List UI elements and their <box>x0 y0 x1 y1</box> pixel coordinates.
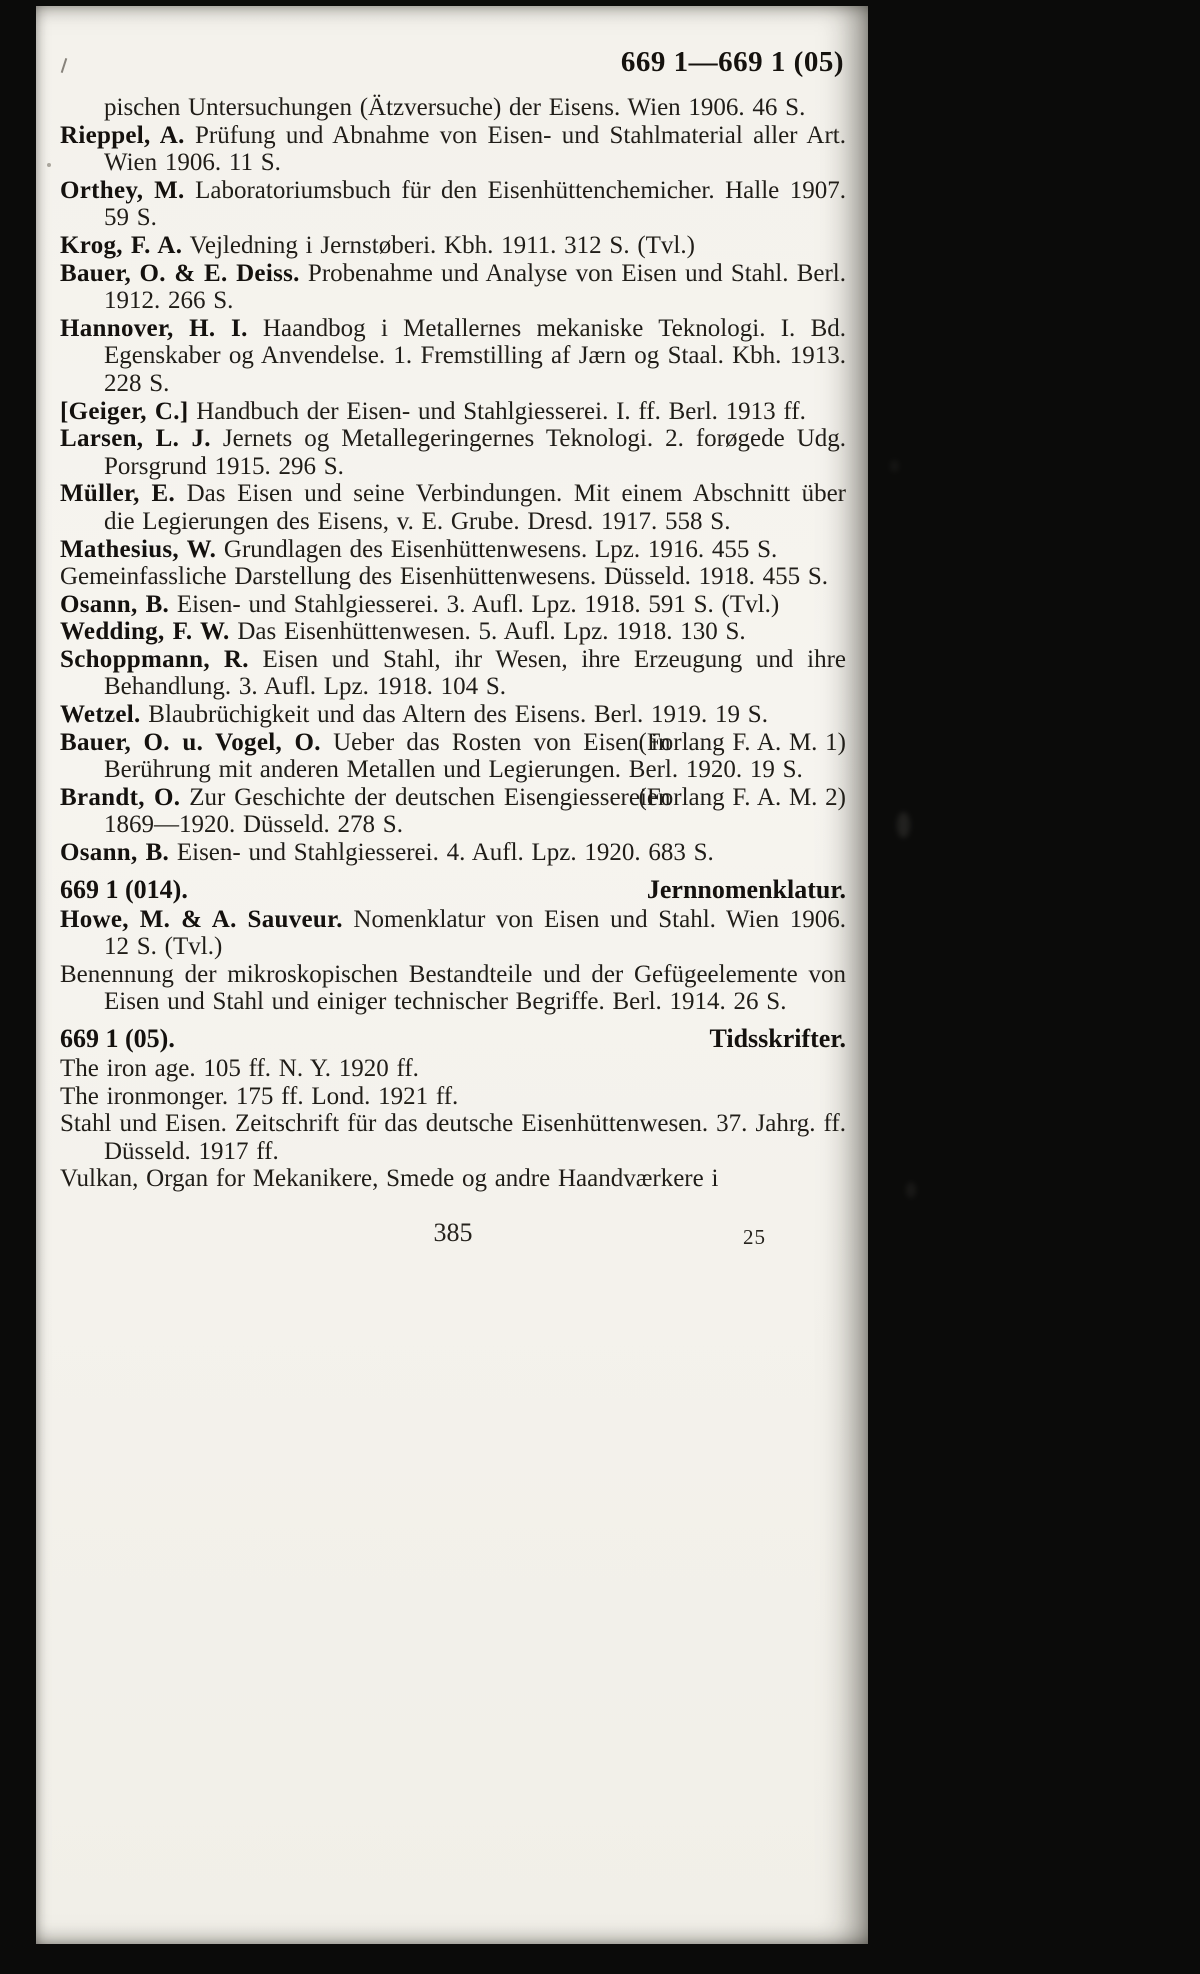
entry-text: pischen Untersuchungen (Ätzversuche) der Eisens. Wien 1906. 46 S. <box>104 94 806 121</box>
entry-text: Blaubrüchigkeit und das Altern des Eisens. Berl. 1919. 19 S. <box>148 701 768 729</box>
entry-text: Probenahme und Analyse von Eisen und Stahl. Berl. 1912. 266 S. <box>104 259 846 315</box>
entry-text: Eisen- und Stahlgiesserei. 3. Aufl. Lpz. 1918. 591 S. (Tvl.) <box>176 590 780 618</box>
scan-ghost-mark <box>890 460 899 472</box>
bibliography-list <box>60 94 846 1193</box>
entry-author: Osann, B. <box>60 839 170 867</box>
entry-text: Jernets og Metallegeringernes Teknologi. 2. forøgede Udg. Porsgrund 1915. 296 S. <box>104 425 846 480</box>
entry-author: Orthey, M. <box>60 176 185 204</box>
entry-series-note: (Forlang F. A. M. 1) <box>638 728 846 756</box>
page-footer <box>60 1219 846 1251</box>
entry-author: Schoppmann, R. <box>60 645 249 673</box>
bibliography-entry <box>60 1055 846 1083</box>
entry-author: Wetzel. <box>60 701 141 729</box>
bibliography-entry <box>60 563 846 591</box>
section-title: Jernnomenklatur. <box>646 874 846 904</box>
entry-text: Nomenklatur von Eisen und Stahl. Wien 1906. 12 S. (Tvl.) <box>104 905 847 961</box>
entry-text: Handbuch der Eisen- und Stahlgiesserei. I. ff. Berl. 1913 ff. <box>196 397 806 425</box>
entry-author: Brandt, O. <box>60 783 181 811</box>
entry-text: Prüfung und Abnahme von Eisen- und Stahlmaterial aller Art. Wien 1906. 11 S. <box>104 121 846 177</box>
bibliography-entry <box>60 425 846 480</box>
entry-text: The iron age. 105 ff. N. Y. 1920 ff. <box>60 1055 419 1082</box>
bibliography-entry <box>60 961 846 1016</box>
scan-ghost-mark <box>906 1182 916 1198</box>
entry-author: Rieppel, A. <box>60 121 185 149</box>
entry-text: Haandbog i Metallernes mekaniske Teknologi. I. Bd. Egenskaber og Anvendelse. 1. Fremstilling af Jærn og Staal. Kbh. 1913. 228 S. <box>104 314 847 397</box>
entry-text: Laboratoriumsbuch für den Eisenhüttenchemicher. Halle 1907. 59 S. <box>104 176 846 232</box>
entry-author: Bauer, O. & E. Deiss. <box>60 259 300 287</box>
page-number: 385 <box>433 1217 473 1247</box>
entry-text: Vejledning i Jernstøberi. Kbh. 1911. 312 S. (Tvl.) <box>189 231 695 259</box>
section-title: Tidsskrifter. <box>709 1024 846 1053</box>
entry-text: Eisen und Stahl, ihr Wesen, ihre Erzeugung und ihre Behandlung. 3. Aufl. Lpz. 1918. 104 S. <box>104 645 846 701</box>
entry-text: Zur Geschichte der deutschen Eisengiessereien 1869—1920. Düsseld. 278 S. <box>104 783 671 839</box>
scan-ghost-mark <box>897 812 910 838</box>
section-heading <box>60 876 846 904</box>
entry-author: Larsen, L. J. <box>60 425 211 453</box>
bibliography-entry <box>60 646 846 701</box>
entry-text: Eisen- und Stahlgiesserei. 4. Aufl. Lpz. 1920. 683 S. <box>176 839 714 867</box>
bibliography-entry <box>60 480 846 535</box>
section-heading <box>60 1025 846 1053</box>
entry-text: Vulkan, Organ for Mekanikere, Smede og andre Haandværkere i <box>60 1165 719 1193</box>
bibliography-entry <box>60 398 846 426</box>
entry-author: Osann, B. <box>60 590 170 618</box>
entry-text: Das Eisen und seine Verbindungen. Mit einem Abschnitt über die Legierungen des Eisens, v. E. Grube. Dresd. 1917. 558 S. <box>104 480 847 535</box>
bibliography-entry <box>60 536 846 564</box>
entry-author: Howe, M. & A. Sauveur. <box>60 905 343 933</box>
bibliography-entry <box>60 618 846 646</box>
bibliography-entry <box>60 839 846 867</box>
bibliography-entry <box>60 177 846 232</box>
entry-text: Benennung der mikroskopischen Bestandteile und der Gefügeelemente von Eisen und Stahl und einiger technischer Begriffe. Berl. 1914. 26 S. <box>60 960 846 1016</box>
entry-text: Stahl und Eisen. Zeitschrift für das deutsche Eisenhüttenwesen. 37. Jahrg. ff. Düsseld. 1917 ff. <box>60 1110 846 1165</box>
entry-author: Wedding, F. W. <box>60 618 230 646</box>
page-text-column <box>60 46 846 1251</box>
bibliography-entry <box>60 232 846 260</box>
page-classmark-header: 669 1—669 1 (05) <box>620 46 844 78</box>
entry-continuation <box>60 94 846 122</box>
entry-author: Krog, F. A. <box>60 231 183 259</box>
bibliography-entry <box>60 122 846 177</box>
bibliography-entry <box>60 591 846 619</box>
bibliography-entry <box>60 315 846 398</box>
entry-author: Müller, E. <box>60 480 176 508</box>
entry-author: Bauer, O. u. Vogel, O. <box>60 728 321 756</box>
entry-author: [Geiger, C.] <box>60 397 189 425</box>
bibliography-entry <box>60 1083 846 1111</box>
bibliography-entry <box>60 260 846 315</box>
entry-series-note: (Forlang F. A. M. 2) <box>638 783 846 811</box>
bibliography-entry <box>60 1110 846 1165</box>
entry-author: Mathesius, W. <box>60 535 217 563</box>
bibliography-entry <box>60 1165 846 1193</box>
entry-text: Ueber das Rosten von Eisen in Berührung mit anderen Metallen und Legierungen. Berl. 1920. 19 S. <box>104 728 803 784</box>
entry-text: Grundlagen des Eisenhüttenwesens. Lpz. 1916. 455 S. <box>223 535 778 563</box>
section-classmark: 669 1 (05). <box>60 1024 175 1053</box>
entry-text: Gemeinfassliche Darstellung des Eisenhüttenwesens. Düsseld. 1918. 455 S. <box>60 563 829 591</box>
entry-text: The ironmonger. 175 ff. Lond. 1921 ff. <box>60 1082 459 1110</box>
bibliography-entry <box>60 906 846 961</box>
entry-text: Das Eisenhüttenwesen. 5. Aufl. Lpz. 1918. 130 S. <box>237 618 746 646</box>
printer-signature: 25 <box>743 1224 766 1249</box>
entry-author: Hannover, H. I. <box>60 314 248 342</box>
book-page-paper <box>36 6 868 1944</box>
section-classmark: 669 1 (014). <box>60 874 188 904</box>
